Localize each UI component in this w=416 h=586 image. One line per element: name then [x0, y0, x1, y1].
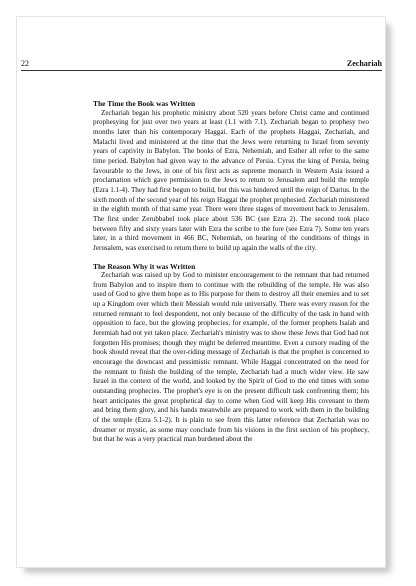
page-number: 22: [21, 59, 29, 68]
book-page: [16, 16, 386, 568]
section-gap: [93, 254, 369, 262]
running-title: Zechariah: [346, 59, 382, 68]
section-heading-time-written: The Time the Book was Written: [93, 99, 196, 108]
page-content: [93, 99, 369, 445]
running-head: [21, 58, 382, 71]
section-body-reason-written: Zechariah was raised up by God to minister encouragement to the remnant that had returned from Babylon and to inspire them to continue with the rebuilding of the temple. He was also used of God to give them hope as to His purpose for them to destroy all their enemies and to set up a Kingdom over which their Messiah would rule universally. There was every reason for the returned remnant to feel despondent, not only because of the difficulty of the task in hand with opposition to face, but the glowing prophecies, for example, of the former prophets Isaiah and Jeremiah had not yet taken place. Zechariah's ministry was to show these Jews that God had not forgotten His promises; though they might be deferred meantime. Even a cursory reading of the book should reveal that the over-riding message of Zechariah is that the prophet is concerned to encourage the downcast and pessimistic remnant. While Haggai concentrated on the need for the remnant to finish the building of the temple, Zechariah had a much wider view. He saw Israel in the context of the world, and looked by the Spirit of God to the end times with some outstanding prophecies. The prophet's eye is on the present difficult task confronting them; his heart anticipates the great prophetical day to come when God will keep His covenant to them and bring them glory, and his hands meanwhile are prepared to work with them in the building of the temple (Ezra 5.1-2). It is plain to see from this latter reference that Zechariah was no dreamer or mystic, as some may conclude from his visions in the first section of his prophecy, but that he was a very practical man burdened about the: [93, 271, 369, 444]
section-body-time-written: Zechariah began his prophetic ministry about 520 years before Christ came and continued prophesying for just over two years at least (1.1 with 7.1). Zechariah began to prophesy two months later than his contemporary Haggai. Each of the prophets Haggai, Zechariah, and Malachi lived and ministered at the time that the Jews were returning to Israel from seventy years of captivity in Babylon. The books of Ezra, Nehemiah, and Esther all refer to the same time period. Babylon had given way to the advance of Persia. Cyrus the king of Persia, being favourable to the Jews, in one of his first acts as supreme monarch in Western Asia issued a proclamation which gave permission to the Jews to return to Jerusalem and build the temple (Ezra 1.1-4). They had first begun to build, but this was hindered until the reign of Darius. In the sixth month of the second year of his reign Haggai the prophet prophesied. Zechariah ministered in the eighth month of that same year. There were three stages of movement back to Jerusalem. The first under Zerubbabel took place about 536 BC (see Ezra 2). The second took place between fifty and sixty years later with Ezra the scribe to the fore (see Ezra 7). Some ten years later, in a third movement in 466 BC, Nehemiah, on hearing of the conditions of things in Jerusalem, was exercised to return there to build up again the walls of the city.: [93, 108, 369, 252]
section-heading-reason-written: The Reason Why it was Written: [93, 261, 196, 271]
